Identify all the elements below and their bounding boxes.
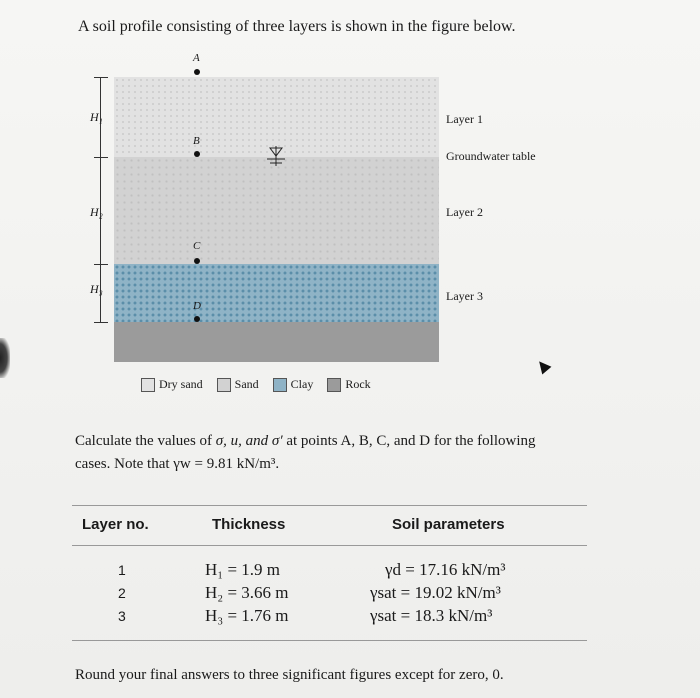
dim-tick [94, 77, 108, 78]
legend-swatch-dry-sand [141, 378, 155, 392]
row-1-soil-parameter: γd = 17.16 kN/m³ [385, 560, 506, 579]
point-a [194, 69, 200, 75]
header-soil-parameters: Soil parameters [392, 516, 505, 533]
legend-dry-sand [141, 377, 203, 392]
row-3-layer-no: 3 [118, 608, 126, 624]
point-label-a: A [193, 52, 200, 64]
table-header-rule [72, 545, 587, 546]
legend-swatch-sand [217, 378, 231, 392]
row-2-soil-parameter: γsat = 19.02 kN/m³ [370, 583, 501, 602]
layer-sand [114, 157, 439, 264]
point-b [194, 151, 200, 157]
layer-dry-sand [114, 77, 439, 157]
legend-label: Sand [234, 377, 259, 391]
legend-label: Dry sand [159, 377, 203, 391]
dim-tick [94, 264, 108, 265]
point-d [194, 316, 200, 322]
row-2-thickness: H₂ = 3.66 m [205, 583, 289, 602]
row-3-soil-parameter: γsat = 18.3 kN/m³ [370, 606, 493, 625]
question-prefix: Calculate the values of [75, 433, 216, 449]
point-label-b: B [193, 135, 200, 147]
dim-tick [94, 157, 108, 158]
legend-label: Rock [345, 377, 371, 391]
label-layer-1: Layer 1 [446, 112, 483, 126]
dim-label-h2: H₂ [90, 205, 103, 219]
row-1-thickness: H₁ = 1.9 m [205, 560, 281, 579]
dim-label-h1: H₁ [90, 110, 103, 124]
legend-sand [217, 377, 259, 392]
row-2-layer-no: 2 [118, 585, 126, 601]
legend [141, 377, 371, 392]
table-top-rule [72, 505, 587, 506]
point-label-c: C [193, 240, 201, 252]
layer-clay [114, 264, 439, 322]
dim-label-h3: H₃ [90, 282, 103, 296]
legend-rock [327, 377, 370, 392]
soil-profile-figure [86, 52, 586, 410]
legend-label: Clay [290, 377, 314, 391]
water-table-icon [264, 146, 288, 168]
photo-edge-shadow [0, 338, 10, 378]
question-line-2: cases. Note that γw = 9.81 kN/m³. [75, 456, 280, 472]
intro-text: A soil profile consisting of three layers is shown in the figure below. [78, 18, 516, 35]
legend-swatch-rock [327, 378, 341, 392]
point-label-d: D [193, 300, 201, 312]
table-bottom-rule [72, 640, 587, 641]
row-1-layer-no: 1 [118, 562, 126, 578]
label-groundwater-table: Groundwater table [446, 149, 536, 163]
label-layer-2: Layer 2 [446, 205, 483, 219]
question-symbols: σ, u, and σ′ [215, 433, 283, 449]
dim-tick [94, 322, 108, 323]
header-thickness: Thickness [212, 516, 286, 533]
legend-swatch-clay [273, 378, 287, 392]
footer-instructions: Round your final answers to three significant figures except for zero, 0. [75, 667, 504, 683]
row-3-thickness: H₃ = 1.76 m [205, 606, 289, 625]
point-c [194, 258, 200, 264]
question-suffix: at points A, B, C, and D for the following [282, 433, 536, 449]
layer-rock [114, 322, 439, 362]
question-text [75, 430, 635, 476]
label-layer-3: Layer 3 [446, 289, 483, 303]
header-layer-no: Layer no. [82, 516, 149, 533]
legend-clay [273, 377, 314, 392]
